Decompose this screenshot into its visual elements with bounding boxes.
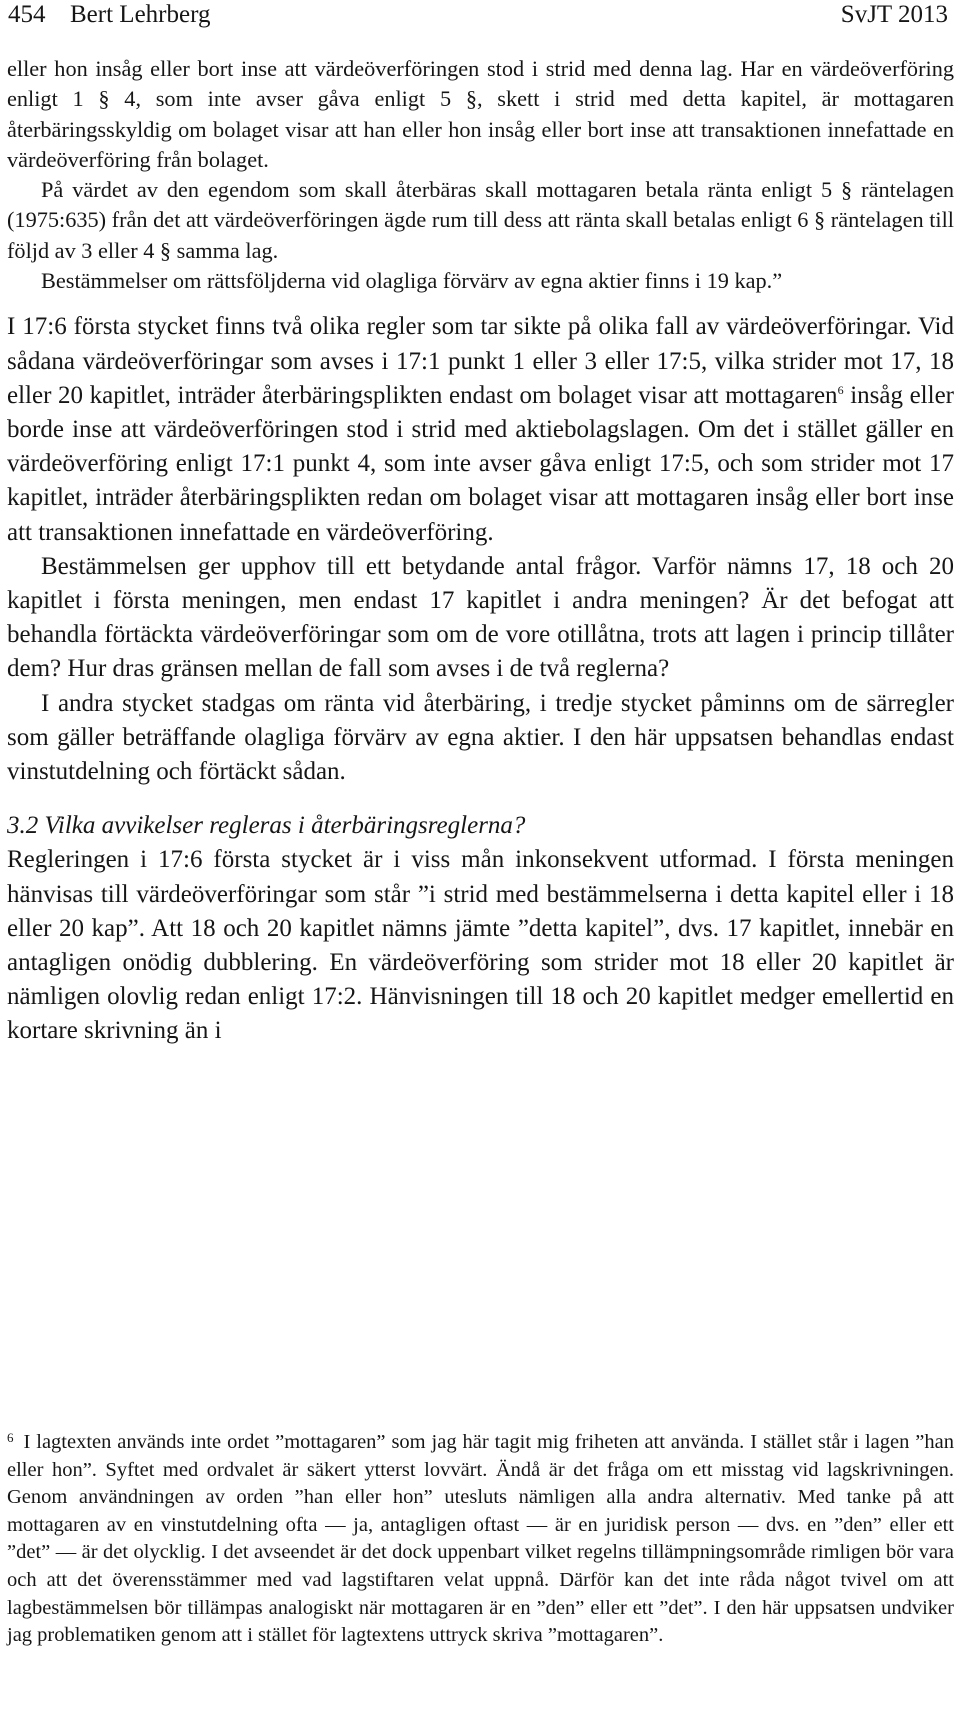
quote-paragraph-3: Bestämmelser om rättsföljderna vid olagliga förvärv av egna aktier finns i 19 kap.” — [41, 268, 783, 294]
body-paragraph-3: I andra stycket stadgas om ränta vid återbäring, i tredje stycket påminns om de särregler som gäller beträffande olagliga förvärv av egna aktier. I den här uppsatsen behandlas endast vinstutdelning och förtäckt sådan. — [7, 689, 954, 786]
quote-paragraph-2: På värdet av den egendom som skall återbäras skall mottagaren betala ränta enligt 5 § räntelagen (1975:635) från det att värdeöverföringen ägde rum till dess att ränta skall betalas enligt 6 § räntelagen till följd av 3 eller 4 § samma lag. — [7, 177, 954, 263]
spacer — [7, 789, 954, 809]
page-number: 454 — [8, 1, 46, 28]
footnote — [7, 1429, 954, 1650]
quote-paragraph-1: eller hon insåg eller bort inse att värdeöverföringen stod i strid med denna lag. Har en värdeöverföring enligt 1 § 4, som inte avser gåva enligt 5 §, skett i strid med detta kapitel, är mottagaren återbäringsskyldig om bolaget visar att han eller hon insåg eller bort inse att transaktionen innefattade en värdeöverföring från bolaget. — [7, 56, 954, 172]
spacer — [7, 296, 954, 310]
section-3-2 — [7, 809, 954, 1048]
statute-quote — [7, 54, 954, 296]
body-paragraph-1-part-a: I 17:6 första stycket finns två olika regler som tar sikte på olika fall av värdeöverföringar. Vid sådana värdeöverföringar som avses i 17:1 punkt 1 eller 3 eller 17:5, vilka strider mot 17, 18 eller 20 kapitlet, inträder återbäringsplikten endast om bolaget visar att mottagaren — [7, 313, 954, 409]
body-paragraph-2: Bestämmelsen ger upphov till ett betydande antal frågor. Varför nämns 17, 18 och 20 kapitlet i första meningen, men endast 17 kapitlet i andra meningen? Är det befogat att behandla förtäckta värdeöverföringar som om de vore otillåtna, trots att lagen i princip tillåter dem? Hur dras gränsen mellan de fall som avses i de två reglerna? — [7, 552, 954, 683]
section-title: Vilka avvikelser regleras i återbäringsreglerna? — [44, 812, 526, 840]
body-paragraph-1 — [7, 310, 954, 549]
main-text — [7, 310, 954, 789]
body-paragraph-1-part-b: insåg eller borde inse att värdeöverföringen stod i strid med aktiebolagslagen. Om det i stället gäller en värdeöverföring enligt 17:1 punkt 4, som inte avser gåva enligt 17:5, och som strider mot 17 kapitlet, inträder återbäringsplikten redan om bolaget visar att mottagaren insåg eller bort inse att transaktionen innefattade en värdeöverföring. — [7, 381, 954, 546]
section-number: 3.2 — [7, 812, 39, 840]
footnote-text: I lagtexten används inte ordet ”mottagaren” som jag här tagit mig friheten att använda. I stället står i lagen ”han eller hon”. Syftet med ordvalet är säkert ytterst lovvärt. Ändå är det fråga om ett misstag vid lagskrivningen. Genom användningen av orden ”han eller hon” utesluts nämligen alla andra alternativ. Med tanke på att mottagaren av en vinstutdelning ofta — ja, antagligen oftast — är en juridisk person — dvs. en ”den” eller ett ”det” — är det olycklig. I det avseendet är det dock uppenbart vilket regelns tillämpningsområde rimligen bör vara och att det överensstämmer med vad lagstiftaren velat uppnå. Därför kan det inte råda något tvivel om att lagbestämmelsen bör tillämpas analogiskt när mottagaren är en ”den” eller ett ”det”. I den här uppsatsen undviker jag problematiken genom att i stället för lagtextens uttryck skriva ”mottagaren”. — [7, 1431, 954, 1647]
section-heading — [7, 809, 954, 843]
page-header — [8, 0, 952, 34]
footnote-reference: 6 — [837, 382, 844, 397]
running-author: Bert Lehrberg — [70, 1, 211, 28]
footnote-6 — [7, 1429, 954, 1650]
section-paragraph-1: Regleringen i 17:6 första stycket är i viss mån inkonsekvent utformad. I första meningen hänvisas till värdeöverföringar som står ”i strid med bestämmelserna i detta kapitel eller i 18 eller 20 kap”. Att 18 och 20 kapitlet nämns jämte ”detta kapitel”, dvs. 17 kapitlet, innebär en antagligen onödig dubblering. En värdeöverföring som strider mot 18 eller 20 kapitlet är nämligen olovlig redan enligt 17:2. Hänvisningen till 18 och 20 kapitlet medger emellertid en kortare skrivning än i — [7, 846, 954, 1045]
page-body — [7, 54, 954, 1049]
footnote-number: 6 — [7, 1430, 14, 1445]
running-journal: SvJT 2013 — [840, 1, 948, 28]
